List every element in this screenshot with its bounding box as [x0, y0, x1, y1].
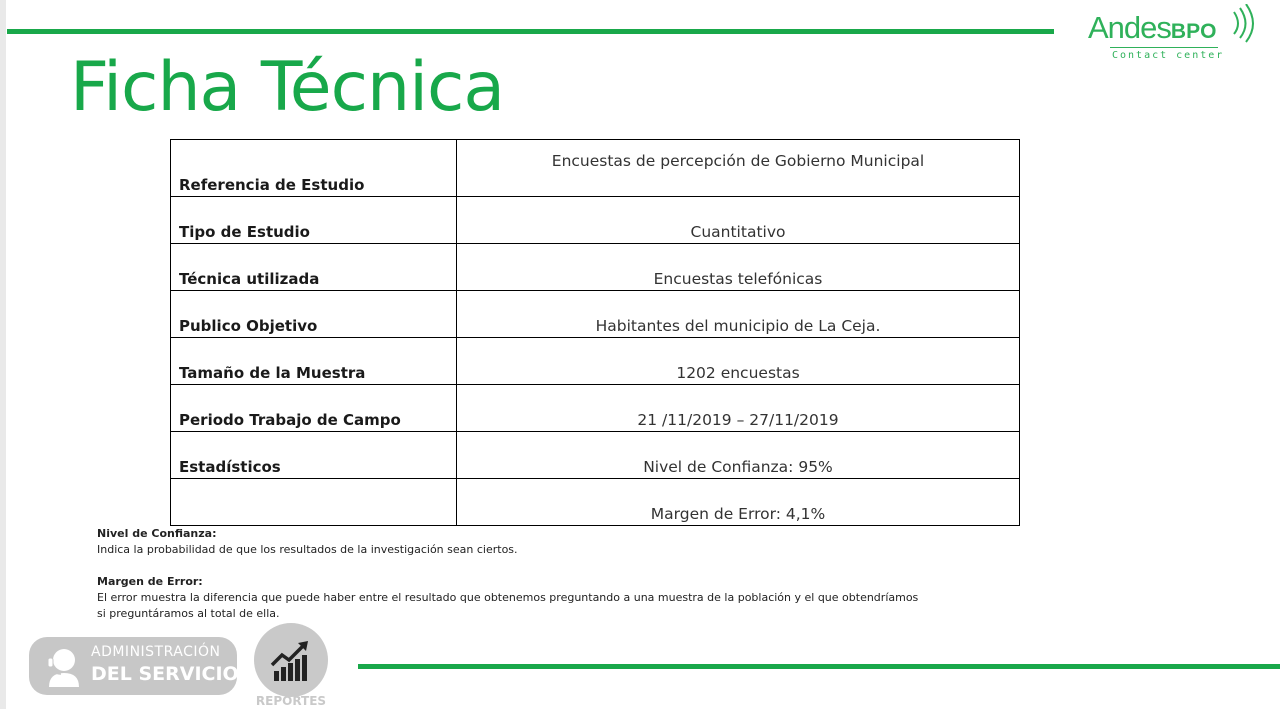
logo-tagline: Contact center: [1112, 50, 1225, 61]
row-value: Cuantitativo: [457, 197, 1020, 244]
table-row: [171, 338, 1020, 385]
row-value: Encuestas de percepción de Gobierno Municipal: [457, 140, 1020, 197]
confidence-heading: Nivel de Confianza:: [97, 527, 217, 540]
table-row: [171, 479, 1020, 526]
error-text-line2: si preguntáramos al total de ella.: [97, 607, 280, 620]
row-label: Publico Objetivo: [171, 291, 457, 338]
definitions-notes: [97, 526, 957, 622]
headset-agent-icon: [43, 643, 89, 689]
row-value: Margen de Error: 4,1%: [457, 479, 1020, 526]
admin-label-line1: ADMINISTRACIÓN: [91, 644, 221, 660]
footer-divider: [358, 664, 1280, 669]
error-heading: Margen de Error:: [97, 575, 203, 588]
reports-label: REPORTES: [255, 694, 327, 708]
table-row: [171, 140, 1020, 197]
andesbpo-logo: [1088, 4, 1268, 66]
table-row: [171, 197, 1020, 244]
logo-wordmark: [1088, 10, 1216, 46]
row-label: Técnica utilizada: [171, 244, 457, 291]
row-value: 1202 encuestas: [457, 338, 1020, 385]
technical-sheet-table: [170, 139, 1020, 526]
table-row: [171, 432, 1020, 479]
growth-chart-icon: [268, 635, 314, 685]
row-label: Tipo de Estudio: [171, 197, 457, 244]
table-row: [171, 385, 1020, 432]
row-label: Periodo Trabajo de Campo: [171, 385, 457, 432]
row-value: Nivel de Confianza: 95%: [457, 432, 1020, 479]
logo-brand-main: Andes: [1088, 10, 1171, 45]
row-label: Tamaño de la Muestra: [171, 338, 457, 385]
row-value: Encuestas telefónicas: [457, 244, 1020, 291]
logo-rule: [1110, 47, 1218, 48]
error-text-line1: El error muestra la diferencia que puede haber entre el resultado que obtenemos preguntando a una muestra de la población y el que obtendríamos: [97, 591, 919, 604]
confidence-text: Indica la probabilidad de que los resultados de la investigación sean ciertos.: [97, 543, 518, 556]
left-edge-rule: [0, 0, 6, 709]
signal-waves-icon: [1228, 4, 1264, 44]
admin-service-badge[interactable]: [29, 637, 237, 695]
row-label: Referencia de Estudio: [171, 140, 457, 197]
table-row: [171, 244, 1020, 291]
row-value: 21 /11/2019 – 27/11/2019: [457, 385, 1020, 432]
logo-brand-suffix: BPO: [1170, 20, 1217, 43]
header-divider: [7, 29, 1054, 34]
admin-label-line2: DEL SERVICIO: [91, 663, 239, 685]
reports-button[interactable]: [254, 623, 328, 697]
page-title: Ficha Técnica: [70, 48, 505, 127]
row-label: [171, 479, 457, 526]
table-row: [171, 291, 1020, 338]
row-value: Habitantes del municipio de La Ceja.: [457, 291, 1020, 338]
row-label: Estadísticos: [171, 432, 457, 479]
